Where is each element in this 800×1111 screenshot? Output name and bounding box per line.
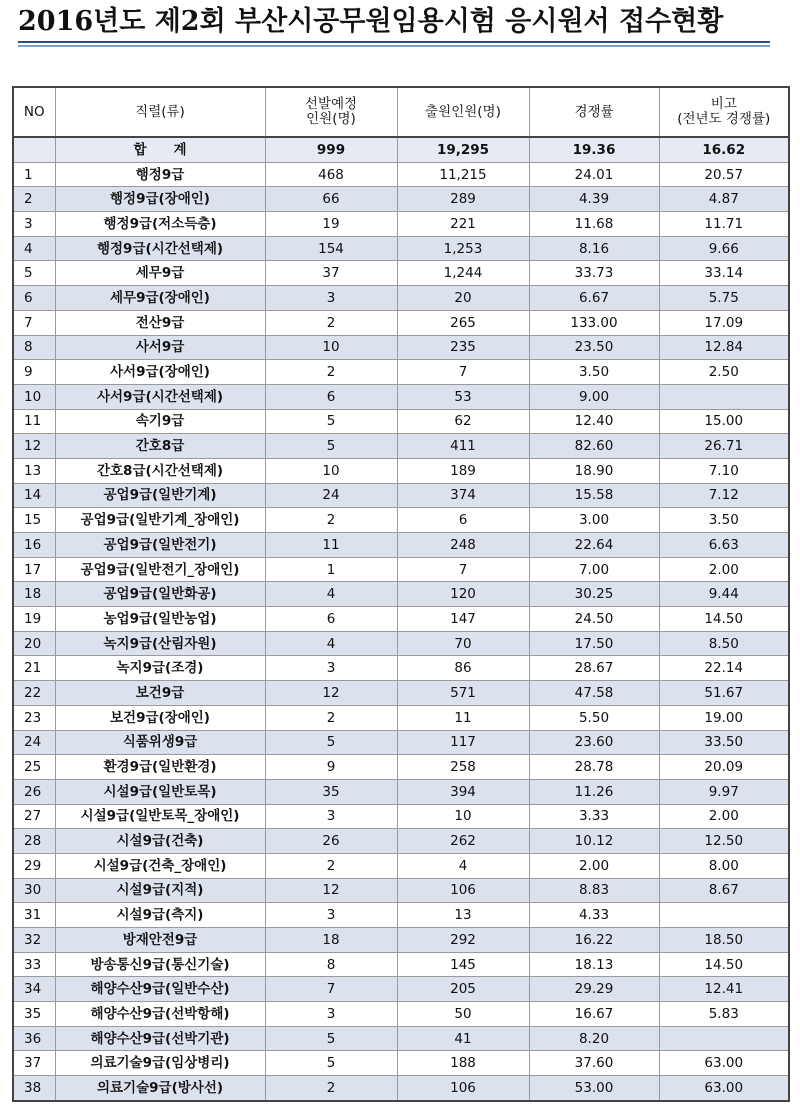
row-applicants: 13 [397,903,529,928]
row-prev-ratio: 12.84 [659,335,789,360]
row-planned: 5 [265,409,397,434]
row-category: 공업9급(일반기계) [55,483,265,508]
row-planned: 35 [265,779,397,804]
row-applicants: 188 [397,1051,529,1076]
row-ratio: 28.78 [529,755,659,780]
row-applicants: 265 [397,310,529,335]
table-row [13,1051,789,1076]
row-category: 녹지9급(산림자원) [55,631,265,656]
table-row [13,582,789,607]
row-category: 속기9급 [55,409,265,434]
row-planned: 3 [265,804,397,829]
row-planned: 4 [265,631,397,656]
row-prev-ratio: 8.67 [659,878,789,903]
row-ratio: 12.40 [529,409,659,434]
header-category: 직렬(류) [55,87,265,137]
row-planned: 2 [265,360,397,385]
row-ratio: 8.83 [529,878,659,903]
table-row [13,557,789,582]
row-no: 20 [13,631,55,656]
table-row [13,360,789,385]
row-ratio: 18.13 [529,952,659,977]
table-row [13,631,789,656]
table-row [13,952,789,977]
row-category: 식품위생9급 [55,730,265,755]
row-category: 의료기술9급(임상병리) [55,1051,265,1076]
header-remark [659,87,789,137]
row-no: 22 [13,681,55,706]
row-category: 해양수산9급(선박기관) [55,1026,265,1051]
row-prev-ratio: 20.57 [659,162,789,187]
row-no: 32 [13,928,55,953]
row-planned: 2 [265,508,397,533]
row-no: 3 [13,212,55,237]
row-planned: 4 [265,582,397,607]
row-ratio: 29.29 [529,977,659,1002]
row-category: 행정9급(시간선택제) [55,236,265,261]
row-category: 시설9급(일반토목_장애인) [55,804,265,829]
row-applicants: 6 [397,508,529,533]
row-applicants: 106 [397,1076,529,1101]
row-ratio: 37.60 [529,1051,659,1076]
row-no: 25 [13,755,55,780]
row-planned: 7 [265,977,397,1002]
row-prev-ratio: 17.09 [659,310,789,335]
row-applicants: 10 [397,804,529,829]
total-label: 합 계 [55,137,265,162]
row-ratio: 22.64 [529,533,659,558]
row-ratio: 23.60 [529,730,659,755]
row-ratio: 10.12 [529,829,659,854]
row-category: 환경9급(일반환경) [55,755,265,780]
table-row [13,212,789,237]
row-prev-ratio: 63.00 [659,1076,789,1101]
row-category: 사서9급(장애인) [55,360,265,385]
row-ratio: 17.50 [529,631,659,656]
row-prev-ratio: 9.44 [659,582,789,607]
row-ratio: 8.16 [529,236,659,261]
row-category: 사서9급 [55,335,265,360]
row-no: 33 [13,952,55,977]
row-planned: 3 [265,1002,397,1027]
header-ratio: 경쟁률 [529,87,659,137]
row-applicants: 53 [397,384,529,409]
row-planned: 5 [265,730,397,755]
row-planned: 3 [265,656,397,681]
total-applicants: 19,295 [397,137,529,162]
header-applicants: 출원인원(명) [397,87,529,137]
row-planned: 2 [265,310,397,335]
row-ratio: 30.25 [529,582,659,607]
row-prev-ratio: 14.50 [659,952,789,977]
row-no: 2 [13,187,55,212]
row-ratio: 47.58 [529,681,659,706]
row-applicants: 7 [397,557,529,582]
row-no: 28 [13,829,55,854]
row-applicants: 62 [397,409,529,434]
header-planned-line2: 인원(명) [306,111,356,127]
row-ratio: 3.50 [529,360,659,385]
header-no: NO [13,87,55,137]
row-planned: 18 [265,928,397,953]
header-planned [265,87,397,137]
row-category: 행정9급 [55,162,265,187]
table-row [13,508,789,533]
row-ratio: 7.00 [529,557,659,582]
row-category: 농업9급(일반농업) [55,607,265,632]
table-row [13,607,789,632]
row-ratio: 11.26 [529,779,659,804]
row-no: 10 [13,384,55,409]
row-no: 13 [13,458,55,483]
table-row [13,384,789,409]
row-prev-ratio: 19.00 [659,705,789,730]
row-category: 세무9급 [55,261,265,286]
table-row [13,779,789,804]
row-ratio: 3.33 [529,804,659,829]
row-applicants: 262 [397,829,529,854]
header-remark-line2: (전년도 경쟁률) [677,111,771,127]
row-category: 방재안전9급 [55,928,265,953]
row-planned: 37 [265,261,397,286]
row-applicants: 70 [397,631,529,656]
row-planned: 9 [265,755,397,780]
row-category: 전산9급 [55,310,265,335]
row-no: 34 [13,977,55,1002]
row-ratio: 23.50 [529,335,659,360]
row-planned: 2 [265,1076,397,1101]
row-prev-ratio: 6.63 [659,533,789,558]
row-applicants: 41 [397,1026,529,1051]
total-ratio: 19.36 [529,137,659,162]
table-row [13,434,789,459]
table-row [13,187,789,212]
row-no: 5 [13,261,55,286]
row-planned: 19 [265,212,397,237]
row-applicants: 1,244 [397,261,529,286]
table-row [13,286,789,311]
row-no: 16 [13,533,55,558]
header-remark-line1: 비고 [710,96,737,112]
row-no: 15 [13,508,55,533]
row-no: 8 [13,335,55,360]
row-prev-ratio: 2.00 [659,557,789,582]
table-row [13,878,789,903]
row-planned: 3 [265,903,397,928]
row-ratio: 33.73 [529,261,659,286]
row-category: 공업9급(일반전기) [55,533,265,558]
row-category: 행정9급(장애인) [55,187,265,212]
row-prev-ratio: 51.67 [659,681,789,706]
table-row [13,903,789,928]
row-planned: 3 [265,286,397,311]
row-category: 사서9급(시간선택제) [55,384,265,409]
applications-table [12,86,790,1102]
table-row [13,483,789,508]
row-ratio: 15.58 [529,483,659,508]
row-applicants: 106 [397,878,529,903]
row-applicants: 86 [397,656,529,681]
row-planned: 10 [265,458,397,483]
row-no: 4 [13,236,55,261]
row-planned: 8 [265,952,397,977]
row-applicants: 11 [397,705,529,730]
row-category: 공업9급(일반화공) [55,582,265,607]
row-ratio: 6.67 [529,286,659,311]
row-prev-ratio: 4.87 [659,187,789,212]
row-prev-ratio: 8.00 [659,853,789,878]
row-planned: 12 [265,681,397,706]
row-no: 18 [13,582,55,607]
table-row [13,310,789,335]
row-no: 26 [13,779,55,804]
row-no: 17 [13,557,55,582]
row-category: 의료기술9급(방사선) [55,1076,265,1101]
row-applicants: 120 [397,582,529,607]
row-category: 공업9급(일반전기_장애인) [55,557,265,582]
row-prev-ratio: 15.00 [659,409,789,434]
row-ratio: 133.00 [529,310,659,335]
row-planned: 2 [265,705,397,730]
row-prev-ratio: 2.50 [659,360,789,385]
row-applicants: 117 [397,730,529,755]
row-prev-ratio: 7.10 [659,458,789,483]
row-prev-ratio: 9.97 [659,779,789,804]
row-category: 시설9급(건축) [55,829,265,854]
table-row [13,1026,789,1051]
row-planned: 5 [265,434,397,459]
row-applicants: 11,215 [397,162,529,187]
row-ratio: 3.00 [529,508,659,533]
row-prev-ratio: 33.50 [659,730,789,755]
row-prev-ratio: 20.09 [659,755,789,780]
row-ratio: 28.67 [529,656,659,681]
row-prev-ratio: 8.50 [659,631,789,656]
row-no: 37 [13,1051,55,1076]
row-category: 세무9급(장애인) [55,286,265,311]
row-no: 1 [13,162,55,187]
row-category: 보건9급 [55,681,265,706]
table-row [13,853,789,878]
page-title-block [18,4,770,47]
row-prev-ratio: 7.12 [659,483,789,508]
table-row [13,705,789,730]
row-applicants: 571 [397,681,529,706]
row-category: 공업9급(일반기계_장애인) [55,508,265,533]
row-applicants: 7 [397,360,529,385]
table-row [13,409,789,434]
row-applicants: 205 [397,977,529,1002]
row-no: 11 [13,409,55,434]
row-no: 23 [13,705,55,730]
table-row [13,656,789,681]
row-prev-ratio [659,1026,789,1051]
row-ratio: 4.33 [529,903,659,928]
row-planned: 11 [265,533,397,558]
table-row [13,236,789,261]
row-ratio: 18.90 [529,458,659,483]
row-planned: 66 [265,187,397,212]
row-no: 6 [13,286,55,311]
row-applicants: 1,253 [397,236,529,261]
header-planned-line1: 선발예정 [304,96,358,112]
row-planned: 12 [265,878,397,903]
row-prev-ratio: 12.50 [659,829,789,854]
row-category: 시설9급(측지) [55,903,265,928]
row-prev-ratio: 2.00 [659,804,789,829]
row-planned: 24 [265,483,397,508]
row-prev-ratio [659,384,789,409]
row-category: 녹지9급(조경) [55,656,265,681]
page-title: 2016년도 제2회 부산시공무원임용시험 응시원서 접수현황 [18,6,724,37]
row-ratio: 4.39 [529,187,659,212]
row-ratio: 11.68 [529,212,659,237]
row-ratio: 8.20 [529,1026,659,1051]
row-prev-ratio: 18.50 [659,928,789,953]
row-ratio: 24.50 [529,607,659,632]
row-ratio: 5.50 [529,705,659,730]
table-row [13,829,789,854]
row-applicants: 4 [397,853,529,878]
row-applicants: 394 [397,779,529,804]
row-no: 9 [13,360,55,385]
row-applicants: 189 [397,458,529,483]
row-applicants: 374 [397,483,529,508]
row-prev-ratio: 63.00 [659,1051,789,1076]
table-row [13,804,789,829]
row-planned: 26 [265,829,397,854]
row-prev-ratio: 5.75 [659,286,789,311]
row-planned: 6 [265,384,397,409]
row-planned: 10 [265,335,397,360]
row-applicants: 248 [397,533,529,558]
row-prev-ratio [659,903,789,928]
row-prev-ratio: 33.14 [659,261,789,286]
row-category: 행정9급(저소득층) [55,212,265,237]
table-row [13,1002,789,1027]
row-no: 30 [13,878,55,903]
title-underline-secondary [18,45,770,47]
row-no: 29 [13,853,55,878]
row-category: 시설9급(지적) [55,878,265,903]
table-row [13,533,789,558]
row-no: 27 [13,804,55,829]
row-category: 간호8급(시간선택제) [55,458,265,483]
row-prev-ratio: 22.14 [659,656,789,681]
table-header-row [13,87,789,137]
table-row [13,1076,789,1101]
row-category: 보건9급(장애인) [55,705,265,730]
row-planned: 468 [265,162,397,187]
row-applicants: 20 [397,286,529,311]
row-prev-ratio: 9.66 [659,236,789,261]
row-planned: 5 [265,1026,397,1051]
row-planned: 1 [265,557,397,582]
row-prev-ratio: 3.50 [659,508,789,533]
row-prev-ratio: 14.50 [659,607,789,632]
row-no: 19 [13,607,55,632]
row-prev-ratio: 12.41 [659,977,789,1002]
row-ratio: 53.00 [529,1076,659,1101]
row-applicants: 147 [397,607,529,632]
row-prev-ratio: 5.83 [659,1002,789,1027]
table-row [13,755,789,780]
row-applicants: 258 [397,755,529,780]
row-no: 21 [13,656,55,681]
row-category: 해양수산9급(일반수산) [55,977,265,1002]
row-no: 12 [13,434,55,459]
row-no: 38 [13,1076,55,1101]
row-no: 36 [13,1026,55,1051]
total-prev-ratio: 16.62 [659,137,789,162]
row-no: 35 [13,1002,55,1027]
row-prev-ratio: 11.71 [659,212,789,237]
row-category: 해양수산9급(선박항해) [55,1002,265,1027]
row-category: 시설9급(건축_장애인) [55,853,265,878]
row-applicants: 235 [397,335,529,360]
row-planned: 6 [265,607,397,632]
table-row [13,928,789,953]
row-applicants: 289 [397,187,529,212]
row-ratio: 24.01 [529,162,659,187]
total-row [13,137,789,162]
table-row [13,977,789,1002]
table-row [13,162,789,187]
row-applicants: 145 [397,952,529,977]
table-row [13,681,789,706]
row-ratio: 82.60 [529,434,659,459]
row-applicants: 292 [397,928,529,953]
title-underline [18,41,770,43]
row-applicants: 50 [397,1002,529,1027]
table-row [13,335,789,360]
row-ratio: 16.22 [529,928,659,953]
total-planned: 999 [265,137,397,162]
total-no-cell [13,137,55,162]
row-no: 31 [13,903,55,928]
table-row [13,261,789,286]
row-planned: 154 [265,236,397,261]
row-planned: 5 [265,1051,397,1076]
row-ratio: 9.00 [529,384,659,409]
row-category: 방송통신9급(통신기술) [55,952,265,977]
row-applicants: 411 [397,434,529,459]
row-category: 시설9급(일반토목) [55,779,265,804]
row-prev-ratio: 26.71 [659,434,789,459]
row-no: 14 [13,483,55,508]
row-no: 24 [13,730,55,755]
table-row [13,458,789,483]
row-ratio: 16.67 [529,1002,659,1027]
row-ratio: 2.00 [529,853,659,878]
row-no: 7 [13,310,55,335]
row-planned: 2 [265,853,397,878]
row-category: 간호8급 [55,434,265,459]
table-row [13,730,789,755]
row-applicants: 221 [397,212,529,237]
